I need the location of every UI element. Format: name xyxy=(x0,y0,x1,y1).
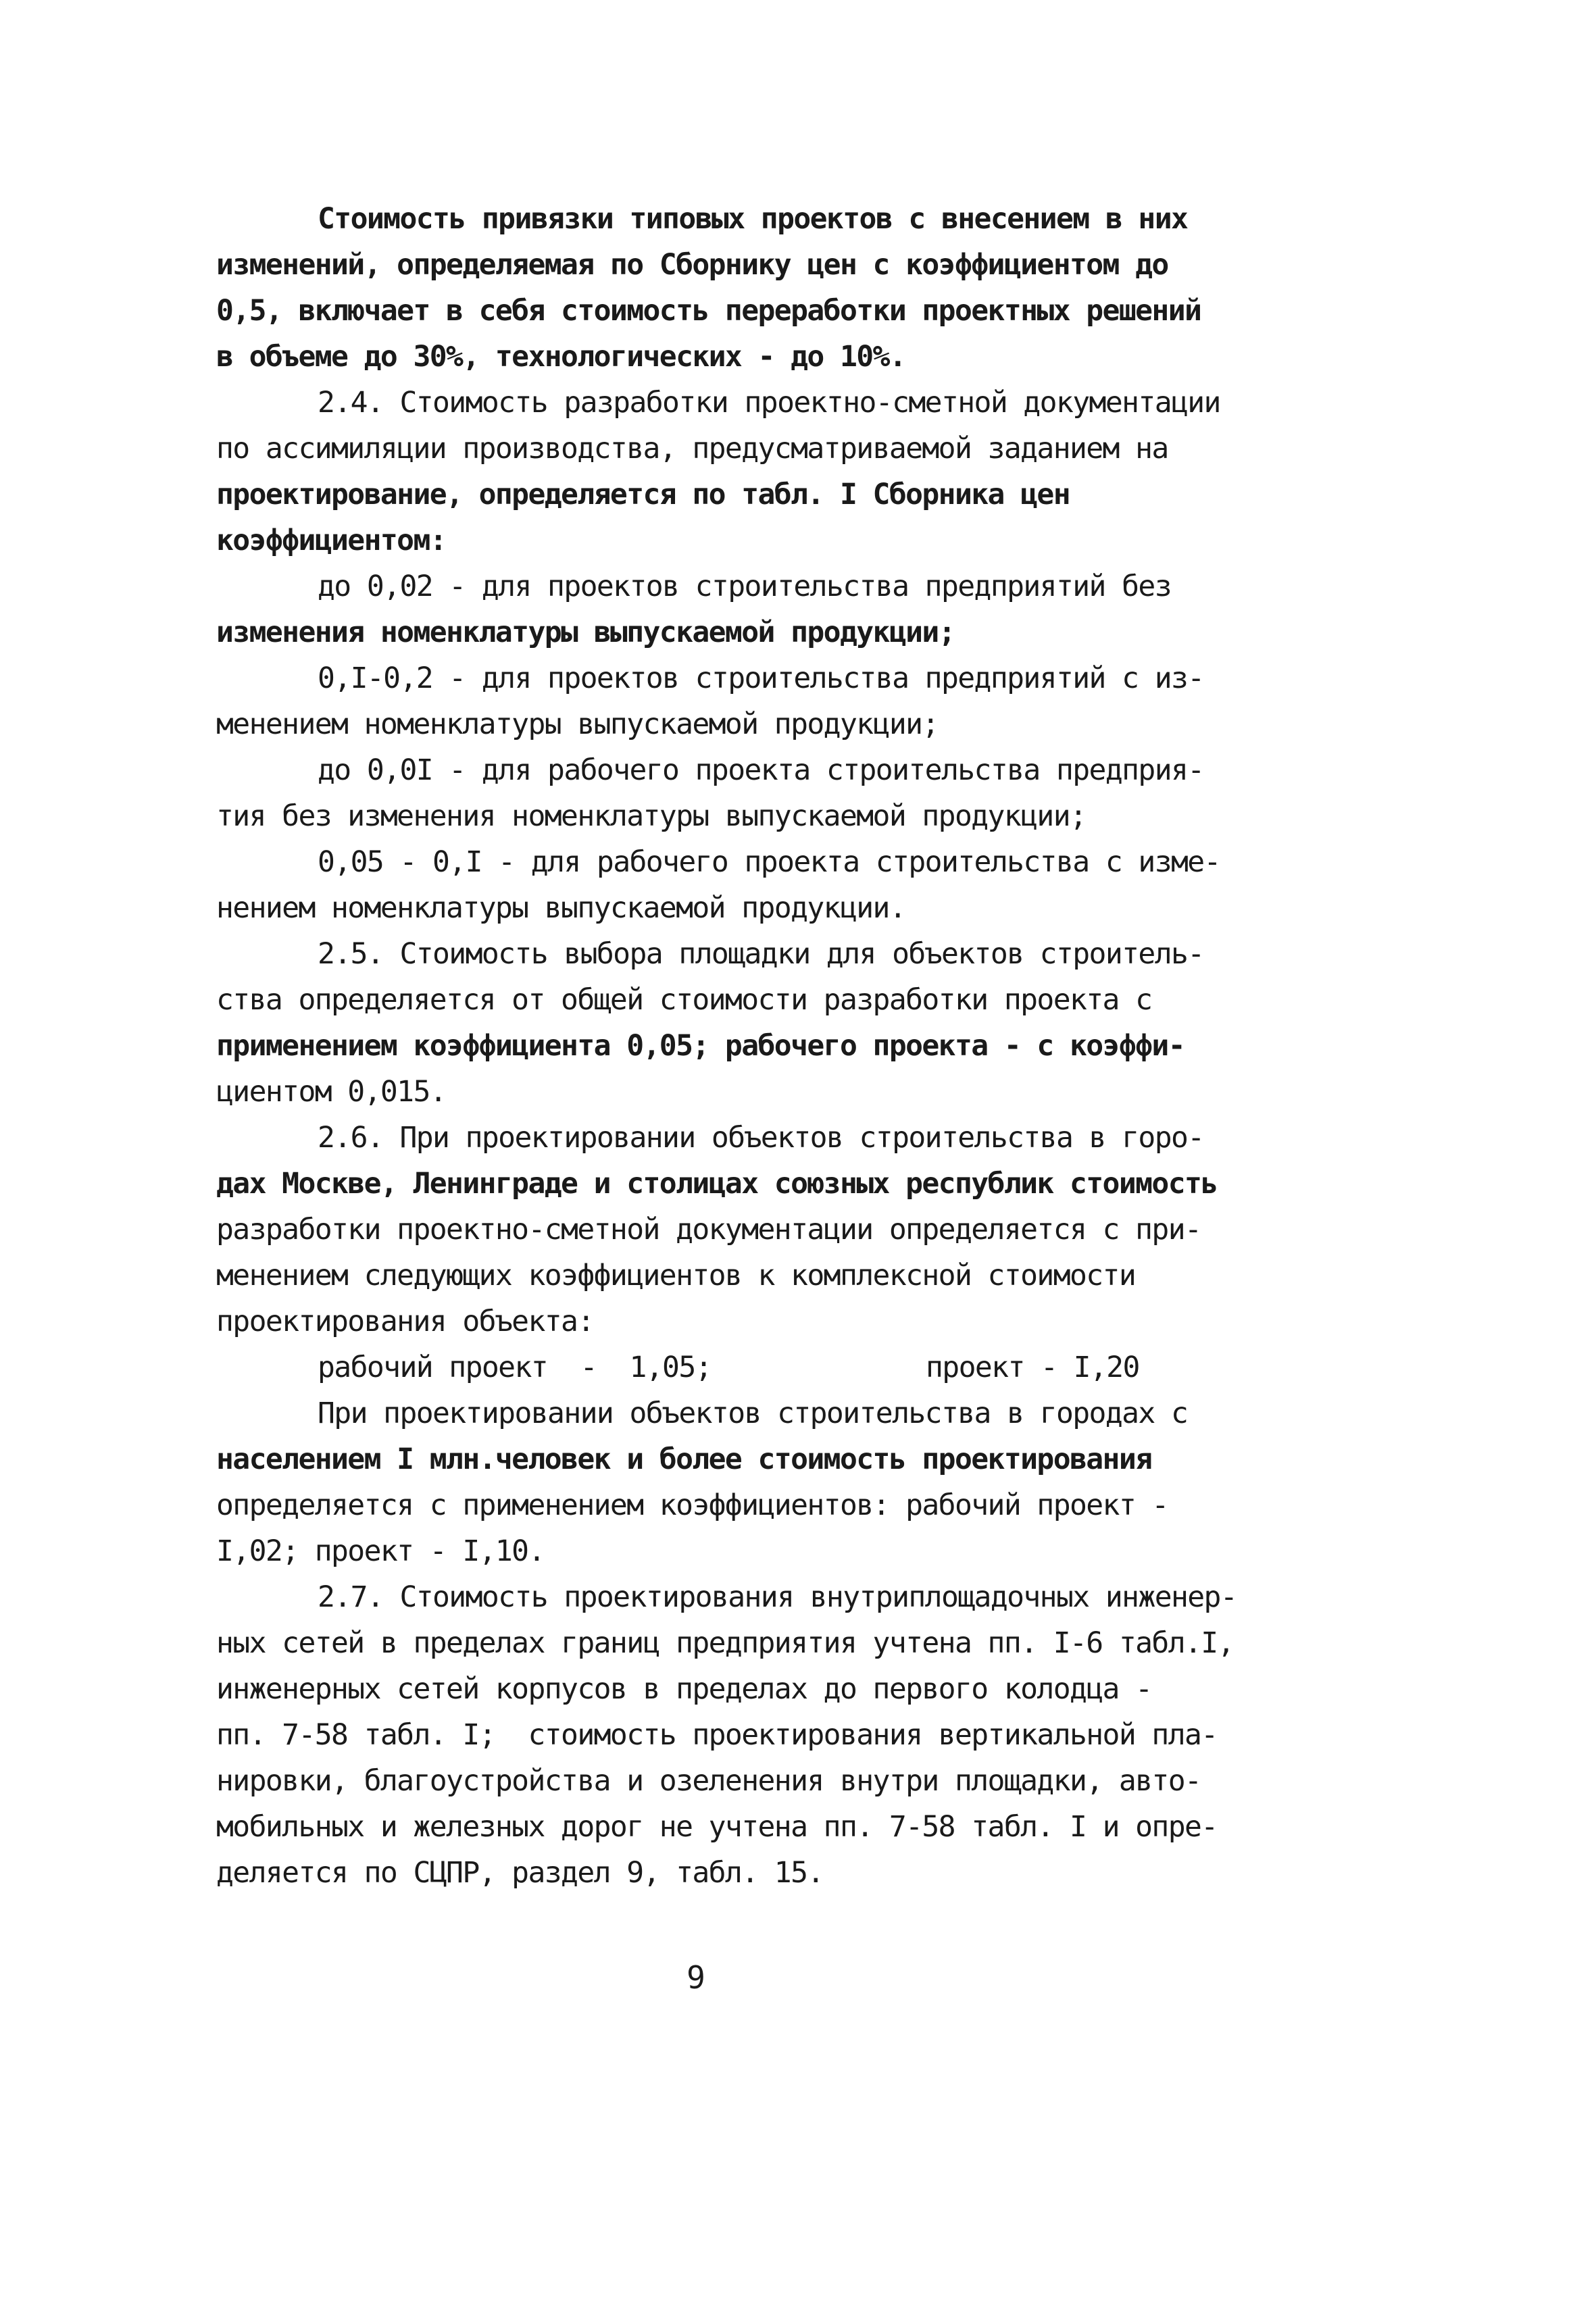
text-line: проектирования объекта: xyxy=(216,1305,594,1338)
text-line: изменений, определяемая по Сборнику цен с коэффициентом до xyxy=(216,248,1168,282)
text-line: населением I млн.человек и более стоимость проектирования xyxy=(216,1442,1152,1476)
text-line: менением номенклатуры выпускаемой продукции; xyxy=(216,707,939,741)
coefficient-item: до 0,02 - для проектов строительства предприятий без xyxy=(318,570,1171,603)
coefficient-item: 0,05 - 0,I - для рабочего проекта строительства с изме- xyxy=(318,845,1220,879)
page-number: 9 xyxy=(687,1959,705,1996)
text-line: тия без изменения номенклатуры выпускаемой продукции; xyxy=(216,799,1087,833)
coef-working-project: рабочий проект - 1,05; xyxy=(318,1351,712,1384)
body-text xyxy=(216,196,1405,1896)
text-line: изменения номенклатуры выпускаемой продукции; xyxy=(216,615,955,649)
text-line: коэффициентом: xyxy=(216,524,447,557)
section-2-6-start: 2.6. При проектировании объектов строительства в горо- xyxy=(318,1121,1204,1155)
section-2-5-start: 2.5. Стоимость выбора площадки для объектов строитель- xyxy=(318,937,1204,971)
text-line: в объеме до 30%, технологических - до 10%. xyxy=(216,340,906,374)
coefficient-item: до 0,0I - для рабочего проекта строительства предприя- xyxy=(318,753,1204,787)
section-2-7-start: 2.7. Стоимость проектирования внутриплощадочных инженер- xyxy=(318,1580,1237,1614)
coef-project: проект - I,20 xyxy=(926,1351,1139,1384)
text-line: определяется с применением коэффициентов: рабочий проект - xyxy=(216,1488,1168,1522)
coefficient-item: 0,I-0,2 - для проектов строительства предприятий с из- xyxy=(318,661,1204,695)
text-line: применением коэффициента 0,05; рабочего проекта - с коэффи- xyxy=(216,1029,1185,1063)
text-line: ства определяется от общей стоимости разработки проекта с xyxy=(216,983,1152,1017)
text-line: 0,5, включает в себя стоимость переработки проектных решений xyxy=(216,294,1201,328)
text-line: менением следующих коэффициентов к комплексной стоимости xyxy=(216,1259,1136,1292)
section-2-4-start: 2.4. Стоимость разработки проектно-сметной документации xyxy=(318,386,1220,420)
text-line: разработки проектно-сметной документации определяется с при- xyxy=(216,1213,1201,1247)
text-line: циентом 0,015. xyxy=(216,1075,447,1109)
text-line: ных сетей в пределах границ предприятия учтена пп. I-6 табл.I, xyxy=(216,1626,1234,1660)
text-line: проектирование, определяется по табл. I Сборника цен xyxy=(216,478,1070,511)
text-line: При проектировании объектов строительства в городах с xyxy=(318,1397,1188,1430)
text-line: деляется по СЦПР, раздел 9, табл. 15. xyxy=(216,1856,824,1890)
text-line: I,02; проект - I,10. xyxy=(216,1534,545,1568)
text-line: Стоимость привязки типовых проектов с внесением в них xyxy=(318,202,1188,236)
coefficient-pair xyxy=(216,1344,1405,1390)
text-line: по ассимиляции производства, предусматриваемой заданием на xyxy=(216,432,1168,466)
text-line: нировки, благоустройства и озеленения внутри площадки, авто- xyxy=(216,1764,1201,1798)
text-line: пп. 7-58 табл. I; стоимость проектирования вертикальной пла- xyxy=(216,1718,1218,1752)
text-line: нением номенклатуры выпускаемой продукции. xyxy=(216,891,906,925)
text-line: инженерных сетей корпусов в пределах до первого колодца - xyxy=(216,1672,1152,1706)
text-line: мобильных и железных дорог не учтена пп. 7-58 табл. I и опре- xyxy=(216,1810,1218,1844)
text-line: дах Москве, Ленинграде и столицах союзных республик стоимость xyxy=(216,1167,1218,1201)
